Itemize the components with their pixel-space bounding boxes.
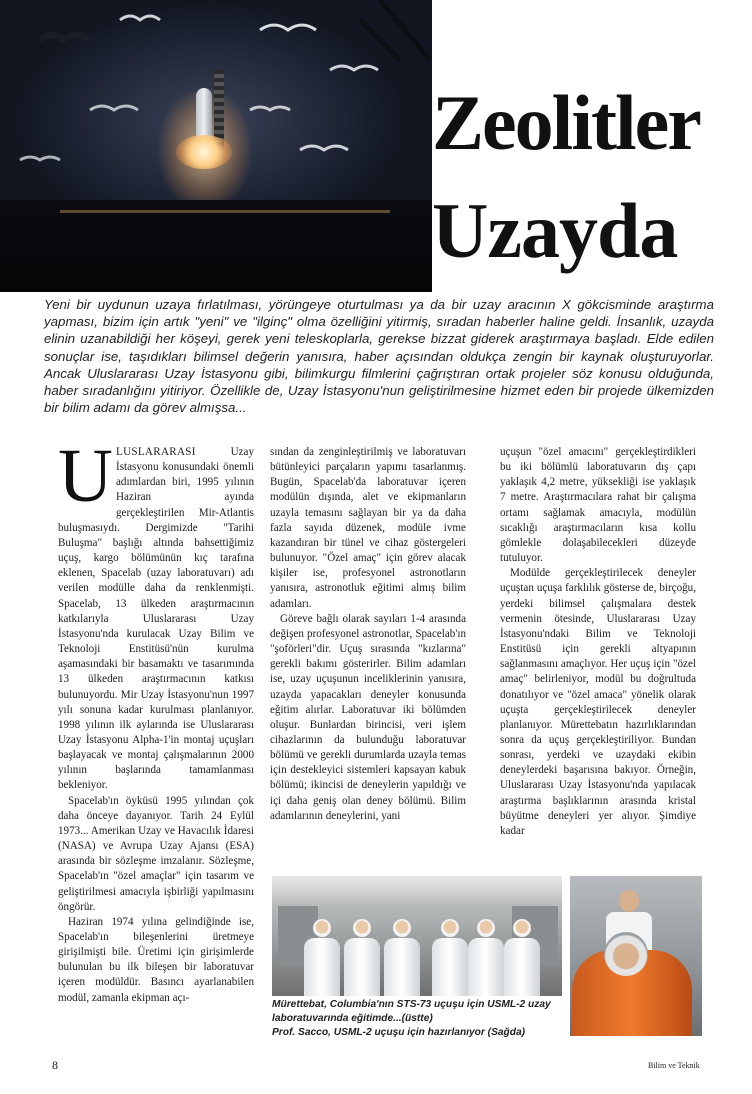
article-intro: Yeni bir uydunun uzaya fırlatılması, yörüngeye oturtulması ya da bir uzay aracının X gökcisminde araştırma yapması, bizim için artık "yeni" ve "ilginç" olma özelliğini yitirmiş, sıradan haberler haline geldi. İnsanlık, uzayda elinin uzanabildiği her köşeyi, gerek yeni teleskoplarla, gerekse bizzat giderek araştırmaya başladı. Elde edilen sonuçlar ise, taşıdıkları bilimsel değerin yanısıra, haber açısından oldukça zengin bir kaynak oluşturuyorlar. Ancak Uluslararası Uzay İstasyonu gibi, bilimkurgu filmlerini çağrıştıran ortak projeler söz konusu olduğunda, haber sıradanlığını yitiriyor. Özellikle de, Uzay İstasyonu'nun geliştirilmesine hizmet eden bir projede ülkemizden bir bilim adamı da görev almışsa...: [44, 297, 714, 416]
astronaut-suit-photo: [570, 876, 702, 1036]
crew-member: [468, 919, 504, 996]
crew-member: [432, 919, 468, 996]
caption-line: Prof. Sacco, USML-2 uçuşu için hazırlanıyor (Sağda): [272, 1026, 526, 1038]
crew-member: [384, 919, 420, 996]
title-line-2: Uzayda: [432, 187, 678, 274]
paragraph: uçuşun "özel amacını" gerçekleştirdikleri bu iki bölümlü laboratuvarın dış çapı yaklaşık 4,2 metre, yüksekliği ise yaklaşık 7 metre. Araştırmacılara rahat bir çalışma ortamı sağlamak amacıyla, modülün sıcaklığı araştırmacıların kısa kollu gömlekle dolaşabilecekleri düzeyde tutuluyor.: [500, 446, 696, 565]
paragraph: Göreve bağlı olarak sayıları 1-4 arasında değişen profesyonel astronotlar, Spacelab'ın "şoförleri"dir. Uçuş sırasında "kızlarına" gerekli bakımı gösterirler. Bilim adamları ise, uzay uçuşunun inceliklerinin yanısıra, uzayda yapacakları deneyler konusunda eğitim alırlar. Laboratuvar iki bölümden oluşur. Bunlardan birincisi, veri işlem cihazlarının da bulunduğu laboratuvar bölümü ve gerekli durumlarda uzayla temas için destekleyici sistemleri kapsayan kabuk bölümü; ikincisi de deneylerin yapıldığı ve içi daha geniş olan deney bölümü. Bilim adamlarının deneylerini, yani: [270, 612, 466, 822]
column-1: [58, 434, 254, 1006]
page-number: 8: [52, 1058, 58, 1072]
column-3: [500, 445, 696, 839]
title-line-1: Zeolitler: [432, 79, 700, 166]
paragraph: Haziran 1974 yılına gelindiğinde ise, Spacelab'ın bileşenlerini üretmeye girişilmişti bile. Üretimi için girişimlerde bulunulan bu ilk bileşen bir laboratuvar içeren modüldür. Basıncı ayarlanabilen modül, zamanla ekipman açı-: [58, 915, 254, 1004]
module-ceiling: [272, 876, 562, 906]
shuttle-launch-photo: [0, 0, 432, 292]
magazine-name: Bilim ve Teknik: [648, 1061, 700, 1070]
crew-member: [304, 919, 340, 996]
drop-cap: U: [58, 434, 113, 518]
paragraph: Modülde gerçekleştirilecek deneyler uçuştan uçuşa farklılık gösterse de, birçoğu, yerdeki bilimsel çalışmalara destek vermenin ötesinde, Uluslararası Uzay İstasyonu'ndaki Bilim ve Teknoloji Enstitüsü için gerekli altyapının sağlanmasını amaçlıyor. Her uçuş için "özel amaç" belirleniyor, modül bu doğrultuda donatılıyor ve "özel amaca" yönelik olarak uçuşta gerçekleştirilecek deneyler planlanıyor. Mürettebatın hazırlıklarından sonra da uçuş gerçekleştiriliyor. Bundan sonrası, yerdeki ve uzaydaki ekibin deneylerdeki başarısına bakıyor. Örneğin, Uluslararası Uzay İstasyonu'nda yapılacak araştırma başlıklarının arasında kristal büyütme deneyleri yer alıyor. Şimdiye kadar: [500, 567, 696, 837]
crew-member: [504, 919, 540, 996]
paragraph-text: Uzay İstasyonu konusundaki önemli adımlardan biri, 1995 yılının Haziran ayında gerçekleştirilen Mir-Atlantis buluşmasıydı. Dergimizde "Tarihi Buluşma" başlığı altında bahsettiğimiz uçuş, kargo bölümünün kıç tarafına eklenen, Spacelab (uzay laboratuvarı) adı verilen modülle daha da renklenmişti. Spacelab, 13 ülkeden araştırmacının katkılarıyla Uluslararası Uzay İstasyonu'nda kurulacak Uzay Bilim ve Teknoloji Enstitüsü'nün kurulma aşamasındaki bir basamaktı ve tasarımında 13 ülkeden araştırmacının katkısı bulunuyordu. Mir Uzay İstasyonu'nun 1997 yılı sonuna kadar kurulması planlanıyor. 1998 yılının ilk aylarında ise Uluslararası Uzay İstasyonu Alpha-1'in montaj uçuşları başlayacak ve montaj çalışmalarının 2000 yılının başlarında tamamlanması bekleniyor.: [58, 446, 254, 792]
photo-caption: [272, 998, 570, 1039]
helmet: [604, 932, 648, 976]
caption-line: Mürettebat, Columbia'nın STS-73 uçuşu için USML-2 uzay laboratuvarında eğitimde...(üstte): [272, 999, 551, 1024]
paragraph: Spacelab'ın öyküsü 1995 yılından çok daha önceye dayanıyor. Tarih 24 Eylül 1973... Amerikan Uzay ve Havacılık İdaresi (NASA) ve Avrupa Uzay Ajansı (ESA) arasında bir sözleşme imzalanır. Sözleşme, Spacelab'ın "özel amaçlar" için tasarım ve geliştirilmesi amacıyla işbirliği yapılmasını öngörür.: [58, 794, 254, 913]
crew-member: [344, 919, 380, 996]
birds-silhouette: [0, 0, 432, 292]
lead-in: LUSLARARASI: [116, 446, 196, 458]
paragraph: [58, 434, 254, 794]
column-2: [270, 445, 466, 824]
crew-training-photo: [272, 876, 562, 996]
paragraph: sından da zenginleştirilmiş ve laboratuvarı bütünleyici parçaların yapımı tasarlanmış. Bugün, Spacelab'da laboratuvar içeren modülün dışında, alet ve ekipmanların uzayla temasını sağlayan bir ya da daha fazla sayıda düzenek, modüle ivme kazandıran bir tünel ve cihaz göstergeleri bulunuyor. "Özel amaç" için görev alacak kişiler ise, profesyonel astronotların yanısıra, astronotluk eğitimi almış bilim adamları.: [270, 446, 466, 610]
